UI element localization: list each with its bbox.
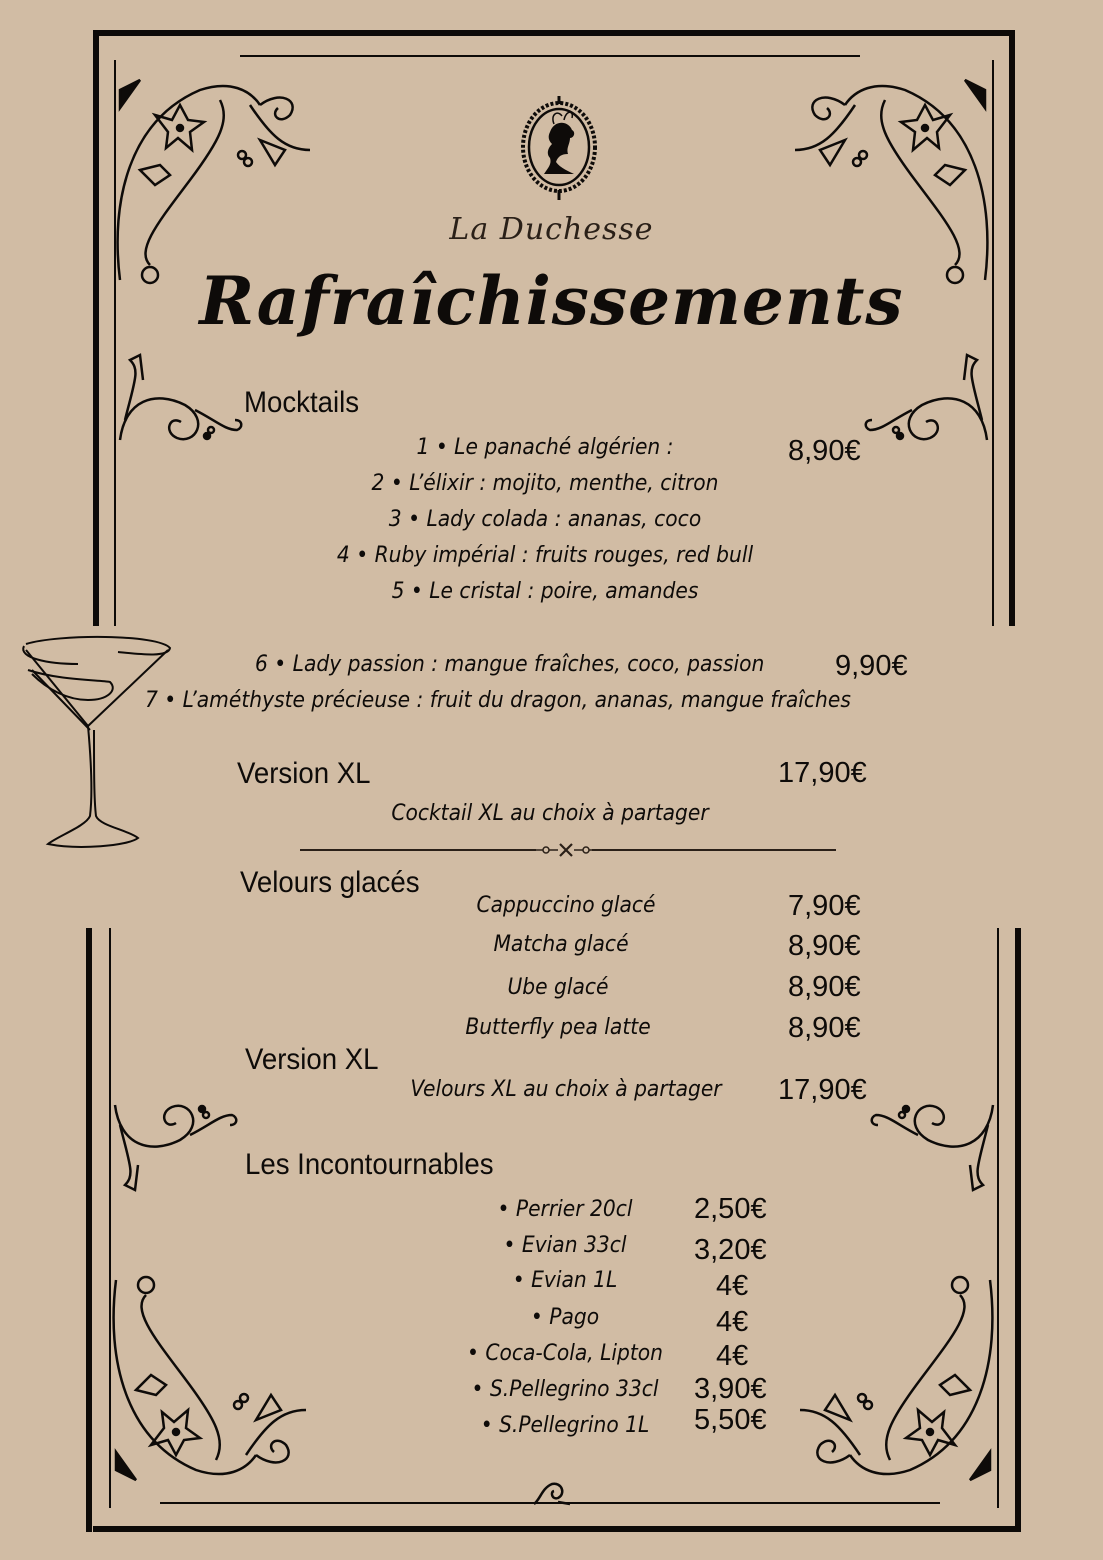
menu-item-description: Velours XL au choix à partager (410, 1077, 722, 1102)
menu-price: 8,90€ (788, 435, 861, 467)
menu-item: Cappuccino glacé (476, 893, 656, 918)
menu-item: 4 • Ruby impérial : fruits rouges, red bull (336, 543, 754, 568)
menu-item: • Evian 1L (512, 1268, 618, 1293)
section-heading-velours-glaces: Velours glacés (240, 866, 420, 899)
floral-corner-ornament-icon (106, 1260, 306, 1510)
frame-top-inner (240, 55, 860, 57)
menu-price: 4€ (716, 1306, 749, 1338)
menu-item: 7 • L’améthyste précieuse : fruit du dragon, ananas, mangue fraîches (145, 688, 851, 713)
page-title: Rafraîchissements (199, 262, 904, 340)
menu-price: 3,90€ (694, 1373, 767, 1405)
menu-price: 5,50€ (694, 1404, 767, 1436)
menu-item: 5 • Le cristal : poire, amandes (391, 579, 699, 604)
menu-price: 8,90€ (788, 1012, 861, 1044)
menu-price: 8,90€ (788, 971, 861, 1003)
menu-price: 9,90€ (835, 650, 908, 682)
frame-left-outer-bottom (86, 928, 92, 1532)
swirl-ornament-icon (115, 350, 245, 450)
menu-item: • Evian 33cl (503, 1233, 627, 1258)
menu-price: 3,20€ (694, 1234, 767, 1266)
bottom-swirl-icon (532, 1478, 572, 1508)
menu-price: 8,90€ (788, 930, 861, 962)
floral-corner-ornament-icon (800, 1260, 1000, 1510)
menu-item: 3 • Lady colada : ananas, coco (388, 507, 702, 532)
menu-item: • Pago (530, 1305, 600, 1330)
menu-price: 4€ (716, 1270, 749, 1302)
menu-price: 4€ (716, 1340, 749, 1372)
menu-item: • S.Pellegrino 33cl (471, 1377, 659, 1402)
frame-right-outer-bottom (1015, 928, 1021, 1532)
frame-top-outer (93, 30, 1015, 36)
menu-item: Matcha glacé (493, 932, 629, 957)
menu-item: • S.Pellegrino 1L (480, 1413, 650, 1438)
menu-item: 1 • Le panaché algérien : (416, 435, 674, 460)
section-heading-version-xl: Version XL (237, 757, 371, 790)
menu-item: • Coca-Cola, Lipton (466, 1341, 664, 1366)
brand-name: La Duchesse (449, 212, 654, 247)
swirl-ornament-icon (862, 350, 992, 450)
swirl-ornament-icon (868, 1095, 998, 1195)
menu-item: 2 • L’élixir : mojito, menthe, citron (371, 471, 719, 496)
menu-item: Ube glacé (507, 975, 609, 1000)
menu-price: 2,50€ (694, 1193, 767, 1225)
menu-item-description: Cocktail XL au choix à partager (391, 801, 709, 826)
section-heading-version-xl: Version XL (245, 1043, 379, 1076)
frame-bottom-outer (93, 1526, 1015, 1532)
menu-item: 6 • Lady passion : mangue fraîches, coco, passion (255, 652, 765, 677)
menu-item: • Perrier 20cl (497, 1197, 633, 1222)
swirl-ornament-icon (110, 1095, 240, 1195)
martini-glass-icon (18, 630, 178, 850)
menu-price: 17,90€ (778, 1074, 867, 1106)
cameo-duchess-silhouette-icon (514, 92, 604, 202)
menu-item: Butterfly pea latte (465, 1015, 651, 1040)
menu-price: 7,90€ (788, 890, 861, 922)
menu-price: 17,90€ (778, 757, 867, 789)
section-heading-mocktails: Mocktails (244, 386, 360, 419)
section-heading-incontournables: Les Incontournables (245, 1148, 494, 1181)
